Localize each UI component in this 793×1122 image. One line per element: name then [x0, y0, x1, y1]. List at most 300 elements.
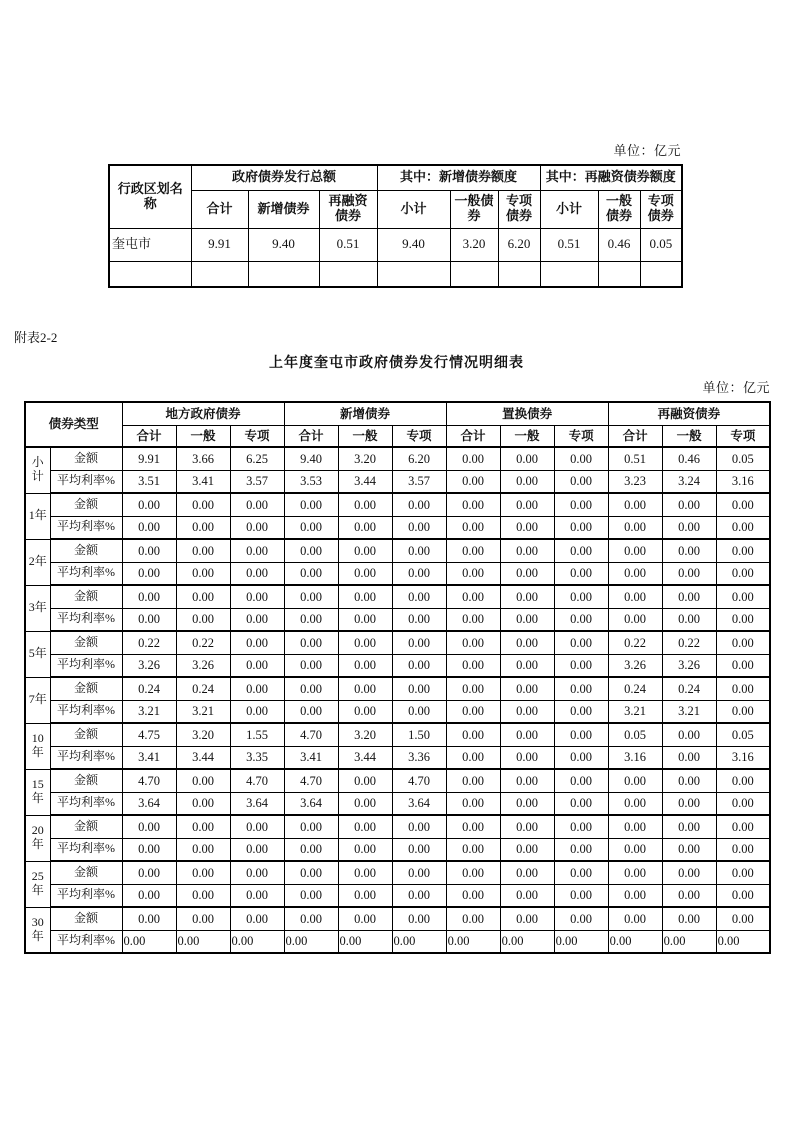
table1-value-1-6	[540, 261, 598, 287]
table2-amount-7-8: 0.00	[554, 769, 608, 792]
table2-amount-9-3: 0.00	[284, 861, 338, 884]
table1-subcol-0-0: 合计	[191, 190, 248, 228]
table2-rate-0-4: 3.44	[338, 470, 392, 493]
table2-amount-0-1: 3.66	[176, 447, 230, 470]
table2-rate-4-5: 0.00	[392, 654, 446, 677]
table2-amount-6-10: 0.00	[662, 723, 716, 746]
table2-amount-4-2: 0.00	[230, 631, 284, 654]
table2-amount-8-6: 0.00	[446, 815, 500, 838]
table2-amount-10-6: 0.00	[446, 907, 500, 930]
table1-value-0-2: 0.51	[319, 228, 377, 261]
table2-amount-3-7: 0.00	[500, 585, 554, 608]
table2-amount-10-3: 0.00	[284, 907, 338, 930]
table2-amount-3-10: 0.00	[662, 585, 716, 608]
table2-rate-8-4: 0.00	[338, 838, 392, 861]
table2-amount-row-9	[25, 861, 770, 884]
table2-rate-0-1: 3.41	[176, 470, 230, 493]
table2-amount-1-4: 0.00	[338, 493, 392, 516]
table2-amount-label: 金额	[50, 447, 122, 470]
table2-amount-8-10: 0.00	[662, 815, 716, 838]
table2-rate-6-4: 3.44	[338, 746, 392, 769]
table2-subcol-3-1: 一般	[662, 425, 716, 447]
table2-amount-10-9: 0.00	[608, 907, 662, 930]
table2-rate-4-7: 0.00	[500, 654, 554, 677]
table2-rate-3-6: 0.00	[446, 608, 500, 631]
table2-rate-row-3	[25, 608, 770, 631]
table2-rate-label: 平均利率%	[50, 838, 122, 861]
table2-amount-0-0: 9.91	[122, 447, 176, 470]
table2-term-cell: 20年	[25, 815, 50, 861]
table2-rate-10-9: 0.00	[608, 930, 662, 953]
table2-amount-6-0: 4.75	[122, 723, 176, 746]
table2-corner-header: 债券类型	[25, 402, 122, 447]
table2-amount-label: 金额	[50, 723, 122, 746]
appendix-label: 附表2-2	[14, 330, 58, 345]
table2-amount-8-2: 0.00	[230, 815, 284, 838]
table2-rate-3-3: 0.00	[284, 608, 338, 631]
table2-rate-1-6: 0.00	[446, 516, 500, 539]
table2-amount-3-5: 0.00	[392, 585, 446, 608]
table2-amount-5-2: 0.00	[230, 677, 284, 700]
table2-rate-8-6: 0.00	[446, 838, 500, 861]
table2-amount-4-6: 0.00	[446, 631, 500, 654]
table2-amount-5-9: 0.24	[608, 677, 662, 700]
table2-rate-8-11: 0.00	[716, 838, 770, 861]
table2-rate-4-4: 0.00	[338, 654, 392, 677]
table2-amount-6-7: 0.00	[500, 723, 554, 746]
table2-rate-label: 平均利率%	[50, 930, 122, 953]
table2-amount-7-5: 4.70	[392, 769, 446, 792]
table2-amount-row-7	[25, 769, 770, 792]
table1-value-1-5	[498, 261, 540, 287]
table1-subcol-1-0: 小计	[377, 190, 450, 228]
table1-subcol-0-2: 再融资债券	[319, 190, 377, 228]
table2-rate-10-1: 0.00	[176, 930, 230, 953]
table2-amount-4-8: 0.00	[554, 631, 608, 654]
table2-rate-6-0: 3.41	[122, 746, 176, 769]
table2-rate-9-9: 0.00	[608, 884, 662, 907]
table2-amount-6-1: 3.20	[176, 723, 230, 746]
table2-rate-row-7	[25, 792, 770, 815]
table2-amount-6-8: 0.00	[554, 723, 608, 746]
table2-rate-6-8: 0.00	[554, 746, 608, 769]
table2-rate-7-9: 0.00	[608, 792, 662, 815]
table2-rate-row-5	[25, 700, 770, 723]
table2-rate-0-6: 0.00	[446, 470, 500, 493]
table2-group-swap: 置换债券	[446, 402, 608, 425]
table2-amount-2-8: 0.00	[554, 539, 608, 562]
table2-amount-2-6: 0.00	[446, 539, 500, 562]
table2-rate-10-4: 0.00	[338, 930, 392, 953]
table2-amount-1-9: 0.00	[608, 493, 662, 516]
table2-amount-7-2: 4.70	[230, 769, 284, 792]
table2-amount-3-11: 0.00	[716, 585, 770, 608]
table1-region-cell: 奎屯市	[109, 228, 191, 261]
table2-rate-2-4: 0.00	[338, 562, 392, 585]
table2-amount-label: 金额	[50, 585, 122, 608]
table2-rate-7-0: 3.64	[122, 792, 176, 815]
table2-amount-5-11: 0.00	[716, 677, 770, 700]
table2-rate-7-10: 0.00	[662, 792, 716, 815]
table2-amount-0-7: 0.00	[500, 447, 554, 470]
table1-value-0-3: 9.40	[377, 228, 450, 261]
table2-amount-0-8: 0.00	[554, 447, 608, 470]
table2-rate-row-1	[25, 516, 770, 539]
table2-rate-3-9: 0.00	[608, 608, 662, 631]
table2-amount-5-0: 0.24	[122, 677, 176, 700]
table2-amount-1-3: 0.00	[284, 493, 338, 516]
table1-empty-row	[109, 261, 682, 287]
table2-rate-3-5: 0.00	[392, 608, 446, 631]
table2-rate-label: 平均利率%	[50, 654, 122, 677]
table2-amount-7-11: 0.00	[716, 769, 770, 792]
table2-rate-7-3: 3.64	[284, 792, 338, 815]
table2-rate-4-1: 3.26	[176, 654, 230, 677]
table2-amount-1-6: 0.00	[446, 493, 500, 516]
table1-value-1-8	[640, 261, 682, 287]
table2-rate-9-4: 0.00	[338, 884, 392, 907]
table2-rate-3-1: 0.00	[176, 608, 230, 631]
table2-rate-0-7: 0.00	[500, 470, 554, 493]
table1-subcol-2-2: 专项债券	[640, 190, 682, 228]
table2-rate-5-0: 3.21	[122, 700, 176, 723]
table2-amount-2-0: 0.00	[122, 539, 176, 562]
table2-term-cell: 小计	[25, 447, 50, 493]
table2-rate-6-9: 3.16	[608, 746, 662, 769]
table2-rate-6-10: 0.00	[662, 746, 716, 769]
table2-rate-0-8: 0.00	[554, 470, 608, 493]
page-title: 上年度奎屯市政府债券发行情况明细表	[269, 356, 524, 371]
table2-rate-10-10: 0.00	[662, 930, 716, 953]
table2-subcol-0-2: 专项	[230, 425, 284, 447]
table2-amount-2-7: 0.00	[500, 539, 554, 562]
table2-term-cell: 10年	[25, 723, 50, 769]
table2-amount-9-11: 0.00	[716, 861, 770, 884]
table2-subcol-1-2: 专项	[392, 425, 446, 447]
table2-amount-5-1: 0.24	[176, 677, 230, 700]
table2-amount-9-9: 0.00	[608, 861, 662, 884]
table2-rate-4-3: 0.00	[284, 654, 338, 677]
table2-rate-7-7: 0.00	[500, 792, 554, 815]
table2-amount-0-9: 0.51	[608, 447, 662, 470]
table2-amount-0-2: 6.25	[230, 447, 284, 470]
table2-amount-3-0: 0.00	[122, 585, 176, 608]
table2-rate-2-5: 0.00	[392, 562, 446, 585]
table2-rate-2-10: 0.00	[662, 562, 716, 585]
table2-rate-4-0: 3.26	[122, 654, 176, 677]
table2-amount-10-10: 0.00	[662, 907, 716, 930]
table2-amount-0-10: 0.46	[662, 447, 716, 470]
table2-rate-5-10: 3.21	[662, 700, 716, 723]
table2-amount-9-4: 0.00	[338, 861, 392, 884]
table1-subcol-0-1: 新增债券	[248, 190, 319, 228]
table2-amount-4-5: 0.00	[392, 631, 446, 654]
table2-amount-2-10: 0.00	[662, 539, 716, 562]
table2-amount-row-2	[25, 539, 770, 562]
table2-amount-4-9: 0.22	[608, 631, 662, 654]
table2-amount-1-0: 0.00	[122, 493, 176, 516]
table2-rate-8-3: 0.00	[284, 838, 338, 861]
table2-amount-5-5: 0.00	[392, 677, 446, 700]
table2-rate-0-5: 3.57	[392, 470, 446, 493]
table2-rate-5-1: 3.21	[176, 700, 230, 723]
table2-rate-10-0: 0.00	[122, 930, 176, 953]
table2-amount-10-0: 0.00	[122, 907, 176, 930]
table2-rate-row-10	[25, 930, 770, 953]
table2-amount-row-8	[25, 815, 770, 838]
table2-rate-7-11: 0.00	[716, 792, 770, 815]
table2-rate-1-1: 0.00	[176, 516, 230, 539]
table2-rate-10-11: 0.00	[716, 930, 770, 953]
table2-amount-1-5: 0.00	[392, 493, 446, 516]
table2-rate-5-2: 0.00	[230, 700, 284, 723]
table2-amount-0-6: 0.00	[446, 447, 500, 470]
table2-amount-9-8: 0.00	[554, 861, 608, 884]
table2-rate-9-1: 0.00	[176, 884, 230, 907]
table2-rate-1-2: 0.00	[230, 516, 284, 539]
table2-amount-10-1: 0.00	[176, 907, 230, 930]
table2-amount-2-9: 0.00	[608, 539, 662, 562]
table2-rate-0-2: 3.57	[230, 470, 284, 493]
table2-rate-7-8: 0.00	[554, 792, 608, 815]
table2-rate-2-7: 0.00	[500, 562, 554, 585]
table2-rate-2-0: 0.00	[122, 562, 176, 585]
table1-subheader-row	[109, 190, 682, 228]
table2-rate-3-11: 0.00	[716, 608, 770, 631]
table1-value-0-5: 6.20	[498, 228, 540, 261]
table1-value-1-3	[377, 261, 450, 287]
table2-rate-0-3: 3.53	[284, 470, 338, 493]
table2-rate-8-9: 0.00	[608, 838, 662, 861]
table2-amount-row-5	[25, 677, 770, 700]
table2-rate-2-2: 0.00	[230, 562, 284, 585]
table1-value-0-7: 0.46	[598, 228, 640, 261]
table1-value-1-2	[319, 261, 377, 287]
table2-rate-row-8	[25, 838, 770, 861]
table2-amount-6-6: 0.00	[446, 723, 500, 746]
table2-rate-10-7: 0.00	[500, 930, 554, 953]
table2-rate-7-5: 3.64	[392, 792, 446, 815]
table2-amount-5-10: 0.24	[662, 677, 716, 700]
table2-rate-4-6: 0.00	[446, 654, 500, 677]
table2-term-cell: 25年	[25, 861, 50, 907]
table2-subcol-2-0: 合计	[446, 425, 500, 447]
table2-group-local: 地方政府债券	[122, 402, 284, 425]
table2-rate-9-11: 0.00	[716, 884, 770, 907]
table2-rate-5-11: 0.00	[716, 700, 770, 723]
table2-rate-6-5: 3.36	[392, 746, 446, 769]
table2-amount-6-9: 0.05	[608, 723, 662, 746]
table2-amount-8-4: 0.00	[338, 815, 392, 838]
table2-amount-6-3: 4.70	[284, 723, 338, 746]
table2-rate-8-2: 0.00	[230, 838, 284, 861]
table2-rate-0-9: 3.23	[608, 470, 662, 493]
table2-amount-9-6: 0.00	[446, 861, 500, 884]
table2-amount-2-1: 0.00	[176, 539, 230, 562]
table2-rate-6-6: 0.00	[446, 746, 500, 769]
table2-amount-label: 金额	[50, 631, 122, 654]
table2-rate-label: 平均利率%	[50, 746, 122, 769]
table2-amount-7-0: 4.70	[122, 769, 176, 792]
table2-amount-8-5: 0.00	[392, 815, 446, 838]
table2-amount-label: 金额	[50, 677, 122, 700]
table2-amount-0-11: 0.05	[716, 447, 770, 470]
table2-amount-row-1	[25, 493, 770, 516]
table2-amount-6-4: 3.20	[338, 723, 392, 746]
table2-rate-6-2: 3.35	[230, 746, 284, 769]
table2-rate-5-9: 3.21	[608, 700, 662, 723]
table2-rate-row-6	[25, 746, 770, 769]
table2-amount-8-11: 0.00	[716, 815, 770, 838]
table2-amount-7-9: 0.00	[608, 769, 662, 792]
table2-amount-3-6: 0.00	[446, 585, 500, 608]
table2-rate-label: 平均利率%	[50, 516, 122, 539]
table2-rate-0-11: 3.16	[716, 470, 770, 493]
table2-amount-5-7: 0.00	[500, 677, 554, 700]
table2-amount-7-4: 0.00	[338, 769, 392, 792]
table2-amount-10-7: 0.00	[500, 907, 554, 930]
table2-rate-1-8: 0.00	[554, 516, 608, 539]
table2-amount-row-10	[25, 907, 770, 930]
table2-term-cell: 2年	[25, 539, 50, 585]
table2-amount-label: 金额	[50, 539, 122, 562]
table2-subcol-2-2: 专项	[554, 425, 608, 447]
table2-rate-8-1: 0.00	[176, 838, 230, 861]
table2-rate-10-2: 0.00	[230, 930, 284, 953]
table2-amount-7-3: 4.70	[284, 769, 338, 792]
table2-rate-5-3: 0.00	[284, 700, 338, 723]
table2-rate-6-1: 3.44	[176, 746, 230, 769]
table2-amount-9-10: 0.00	[662, 861, 716, 884]
table2-group-new: 新增债券	[284, 402, 446, 425]
table2-amount-label: 金额	[50, 769, 122, 792]
table2-amount-0-5: 6.20	[392, 447, 446, 470]
table2-term-cell: 5年	[25, 631, 50, 677]
table2-rate-9-0: 0.00	[122, 884, 176, 907]
table2-rate-5-8: 0.00	[554, 700, 608, 723]
table2-rate-7-6: 0.00	[446, 792, 500, 815]
table2-rate-0-10: 3.24	[662, 470, 716, 493]
table2-rate-label: 平均利率%	[50, 562, 122, 585]
table2-rate-8-7: 0.00	[500, 838, 554, 861]
table2-subcol-1-0: 合计	[284, 425, 338, 447]
table2-term-cell: 15年	[25, 769, 50, 815]
table2-amount-2-3: 0.00	[284, 539, 338, 562]
table1-data-row	[109, 228, 682, 261]
table2-rate-3-7: 0.00	[500, 608, 554, 631]
table2-amount-label: 金额	[50, 907, 122, 930]
unit-label-bottom: 单位：亿元	[702, 380, 770, 395]
table2-rate-8-8: 0.00	[554, 838, 608, 861]
table2-rate-9-5: 0.00	[392, 884, 446, 907]
table2-amount-8-9: 0.00	[608, 815, 662, 838]
table2-rate-label: 平均利率%	[50, 470, 122, 493]
table2-rate-3-0: 0.00	[122, 608, 176, 631]
table2-amount-9-7: 0.00	[500, 861, 554, 884]
table2-amount-7-7: 0.00	[500, 769, 554, 792]
table2-rate-1-11: 0.00	[716, 516, 770, 539]
table1-value-0-4: 3.20	[450, 228, 498, 261]
table2-amount-9-0: 0.00	[122, 861, 176, 884]
table2-amount-row-4	[25, 631, 770, 654]
table2-amount-4-1: 0.22	[176, 631, 230, 654]
table2-subcol-0-0: 合计	[122, 425, 176, 447]
table2-amount-4-4: 0.00	[338, 631, 392, 654]
table2-amount-2-11: 0.00	[716, 539, 770, 562]
table2-amount-1-8: 0.00	[554, 493, 608, 516]
table2-rate-10-5: 0.00	[392, 930, 446, 953]
table2-rate-1-0: 0.00	[122, 516, 176, 539]
table2-rate-row-2	[25, 562, 770, 585]
table2-amount-3-4: 0.00	[338, 585, 392, 608]
table2-rate-2-3: 0.00	[284, 562, 338, 585]
table2-amount-10-11: 0.00	[716, 907, 770, 930]
table2-amount-label: 金额	[50, 861, 122, 884]
table2-amount-4-7: 0.00	[500, 631, 554, 654]
table2-rate-10-8: 0.00	[554, 930, 608, 953]
table1-subcol-2-0: 小计	[540, 190, 598, 228]
table1-value-0-1: 9.40	[248, 228, 319, 261]
table2-rate-9-10: 0.00	[662, 884, 716, 907]
table1-value-1-7	[598, 261, 640, 287]
table2-rate-7-1: 0.00	[176, 792, 230, 815]
table2-amount-4-10: 0.22	[662, 631, 716, 654]
table2-amount-4-3: 0.00	[284, 631, 338, 654]
table2-amount-9-1: 0.00	[176, 861, 230, 884]
table2-amount-7-6: 0.00	[446, 769, 500, 792]
table2-rate-4-9: 3.26	[608, 654, 662, 677]
table2-amount-10-5: 0.00	[392, 907, 446, 930]
table2-subheader-row	[25, 425, 770, 447]
table2-term-cell: 3年	[25, 585, 50, 631]
table2-rate-6-11: 3.16	[716, 746, 770, 769]
table2-rate-9-6: 0.00	[446, 884, 500, 907]
table2-rate-row-9	[25, 884, 770, 907]
table2-rate-8-0: 0.00	[122, 838, 176, 861]
table2-rate-4-2: 0.00	[230, 654, 284, 677]
table2-rate-0-0: 3.51	[122, 470, 176, 493]
table2-group-header-row	[25, 402, 770, 425]
table2-amount-2-4: 0.00	[338, 539, 392, 562]
table2-amount-row-6	[25, 723, 770, 746]
table2-amount-8-8: 0.00	[554, 815, 608, 838]
table2-rate-6-7: 0.00	[500, 746, 554, 769]
table2-amount-4-0: 0.22	[122, 631, 176, 654]
table2-term-cell: 30年	[25, 907, 50, 953]
table2-subcol-3-0: 合计	[608, 425, 662, 447]
table2-rate-3-2: 0.00	[230, 608, 284, 631]
table2-amount-2-2: 0.00	[230, 539, 284, 562]
table1-subcol-2-1: 一般债券	[598, 190, 640, 228]
table2-amount-8-7: 0.00	[500, 815, 554, 838]
table2-amount-row-0	[25, 447, 770, 470]
table2-group-refinance: 再融资债券	[608, 402, 770, 425]
table2-amount-5-8: 0.00	[554, 677, 608, 700]
table2-amount-10-2: 0.00	[230, 907, 284, 930]
table2-rate-4-10: 3.26	[662, 654, 716, 677]
table1-value-1-1	[248, 261, 319, 287]
table2-amount-1-10: 0.00	[662, 493, 716, 516]
table1-value-0-8: 0.05	[640, 228, 682, 261]
table2-rate-3-4: 0.00	[338, 608, 392, 631]
table2-amount-1-1: 0.00	[176, 493, 230, 516]
table2-rate-5-7: 0.00	[500, 700, 554, 723]
table2-amount-7-1: 0.00	[176, 769, 230, 792]
table2-amount-1-2: 0.00	[230, 493, 284, 516]
table2-rate-8-10: 0.00	[662, 838, 716, 861]
table2-rate-10-6: 0.00	[446, 930, 500, 953]
table2-amount-7-10: 0.00	[662, 769, 716, 792]
